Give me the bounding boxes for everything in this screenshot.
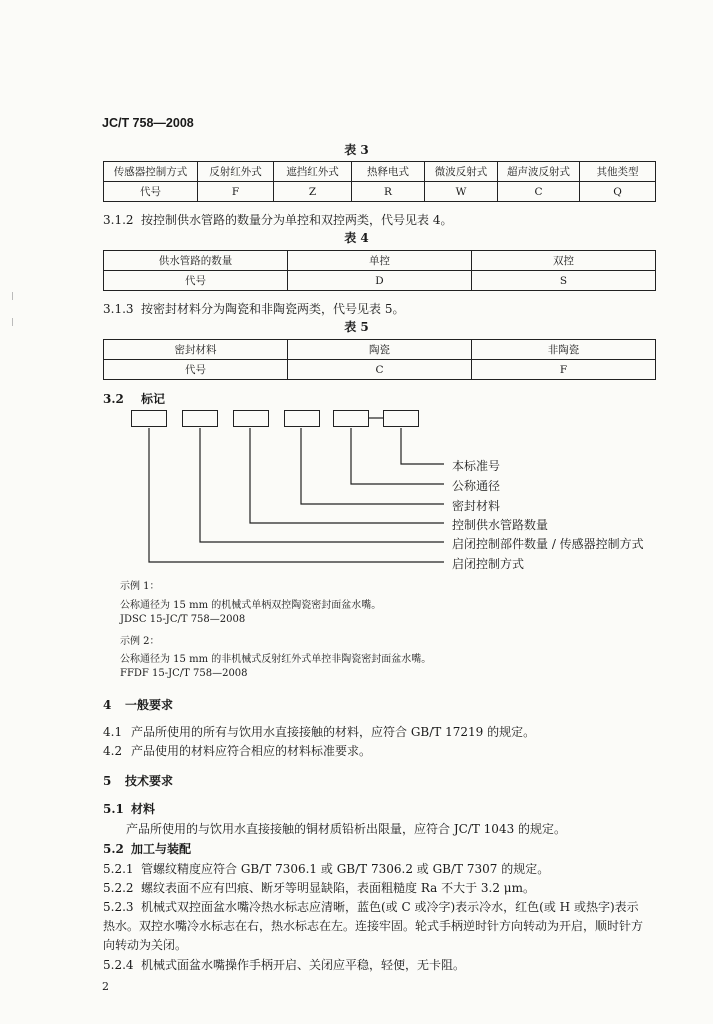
clause-4-1: [103, 723, 535, 740]
clause-number: 4.2: [103, 744, 123, 758]
clause-text: 螺纹表面不应有凹痕、断牙等明显缺陷，表面粗糙度 Ra 不大于 3.2 μm。: [141, 881, 535, 895]
section-4-heading: [103, 696, 173, 713]
section-number: 5.1: [103, 802, 124, 816]
example-1-label: 示例 1：: [120, 581, 160, 592]
table-cell: 微波反射式: [425, 162, 498, 182]
section-number: 5: [103, 774, 112, 788]
clause-5-2-1: [103, 860, 549, 877]
table-cell: C: [288, 360, 472, 380]
table-cell: 供水管路的数量: [104, 251, 288, 271]
section-5-heading: [103, 772, 173, 789]
table-cell: 代号: [104, 182, 198, 202]
table-cell: Z: [274, 182, 352, 202]
clause-number: 5.2.4: [103, 958, 134, 972]
example-1-code: JDSC 15-JC/T 758—2008: [120, 614, 246, 625]
clause-4-2: [103, 742, 371, 759]
clause-text: 按控制供水管路的数量分为单控和双控两类，代号见表 4。: [141, 213, 453, 227]
example-2-code: FFDF 15-JC/T 758—2008: [120, 668, 248, 679]
marking-label: 启闭控制方式: [452, 557, 525, 571]
table-cell: D: [288, 271, 472, 291]
clause-number: 4.1: [103, 725, 123, 739]
table-cell: F: [472, 360, 656, 380]
table5-caption: 表 5: [344, 320, 369, 334]
clause-5-2-2: [103, 879, 535, 896]
clause-number: 3.1.3: [103, 302, 134, 316]
table-cell: 其他类型: [580, 162, 656, 182]
table-cell: 代号: [104, 271, 288, 291]
marking-label: 密封材料: [452, 499, 501, 513]
scan-mark: [12, 292, 13, 300]
clause-number: 5.2.3: [103, 900, 134, 914]
clause-5-2-4: [103, 956, 465, 973]
example-2-label: 示例 2：: [120, 636, 160, 647]
section-title: 标记: [141, 392, 166, 406]
marking-label: 控制供水管路数量: [452, 518, 549, 532]
table-cell: 遮挡红外式: [274, 162, 352, 182]
clause-text: 产品使用的材料应符合相应的材料标准要求。: [131, 744, 372, 758]
table-cell: C: [498, 182, 580, 202]
scan-mark: [12, 318, 13, 326]
table-cell: 传感器控制方式: [104, 162, 198, 182]
table-cell: 单控: [288, 251, 472, 271]
clause-text: 按密封材料分为陶瓷和非陶瓷两类，代号见表 5。: [141, 302, 405, 316]
page-number: 2: [102, 980, 109, 993]
document-header: JC/T 758—2008: [102, 116, 194, 130]
clause-text: 机械式面盆水嘴操作手柄开启、关闭应平稳，轻便，无卡阻。: [141, 958, 466, 972]
table-cell: 陶瓷: [288, 340, 472, 360]
section-title: 加工与装配: [131, 842, 192, 856]
section-5-2-heading: [103, 840, 191, 857]
marking-label: 启闭控制部件数量 / 传感器控制方式: [452, 537, 644, 551]
clause-number: 3.1.2: [103, 213, 134, 227]
table-cell: 双控: [472, 251, 656, 271]
table-cell: 代号: [104, 360, 288, 380]
clause-text: 管螺纹精度应符合 GB/T 7306.1 或 GB/T 7306.2 或 GB/T 7307 的规定。: [141, 862, 550, 876]
table-cell: 反射红外式: [198, 162, 274, 182]
table-cell: R: [352, 182, 425, 202]
section-title: 技术要求: [125, 774, 174, 788]
clause-5-2-3: [103, 898, 639, 915]
section-title: 一般要求: [125, 698, 174, 712]
table-cell: 非陶瓷: [472, 340, 656, 360]
clause-5-2-3-continued: 向转动为关闭。: [103, 938, 188, 952]
section-title: 材料: [131, 802, 156, 816]
table3-caption: 表 3: [344, 143, 369, 157]
section-number: 3.2: [103, 392, 124, 406]
table-cell: S: [472, 271, 656, 291]
section-5-1-heading: [103, 800, 155, 817]
table-cell: 超声波反射式: [498, 162, 580, 182]
section-number: 4: [103, 698, 112, 712]
table-cell: F: [198, 182, 274, 202]
section-number: 5.2: [103, 842, 124, 856]
table-cell: Q: [580, 182, 656, 202]
table-cell: W: [425, 182, 498, 202]
clause-5-2-3-continued: 热水。双控水嘴冷水标志在右，热水标志在左。连接牢固。轮式手柄逆时针方向转动为开启，顺时针方: [103, 919, 644, 933]
table4-caption: 表 4: [344, 231, 369, 245]
clause-number: 5.2.2: [103, 881, 134, 895]
clause-number: 5.2.1: [103, 862, 134, 876]
clause-text: 机械式双控面盆水嘴冷热水标志应清晰，蓝色(或 C 或冷字)表示冷水，红色(或 H 或热字)表示: [141, 900, 639, 914]
clause-text: 产品所使用的所有与饮用水直接接触的材料，应符合 GB/T 17219 的规定。: [131, 725, 536, 739]
clause-5-1-text: 产品所使用的与饮用水直接接触的铜材质铅析出限量，应符合 JC/T 1043 的规定。: [126, 822, 567, 836]
table-cell: 热释电式: [352, 162, 425, 182]
example-1-text: 公称通径为 15 mm 的机械式单柄双控陶瓷密封面盆水嘴。: [120, 600, 382, 611]
example-2-text: 公称通径为 15 mm 的非机械式反射红外式单控非陶瓷密封面盆水嘴。: [120, 654, 432, 665]
marking-label: 公称通径: [452, 479, 501, 493]
table-cell: 密封材料: [104, 340, 288, 360]
marking-label: 本标准号: [452, 459, 501, 473]
